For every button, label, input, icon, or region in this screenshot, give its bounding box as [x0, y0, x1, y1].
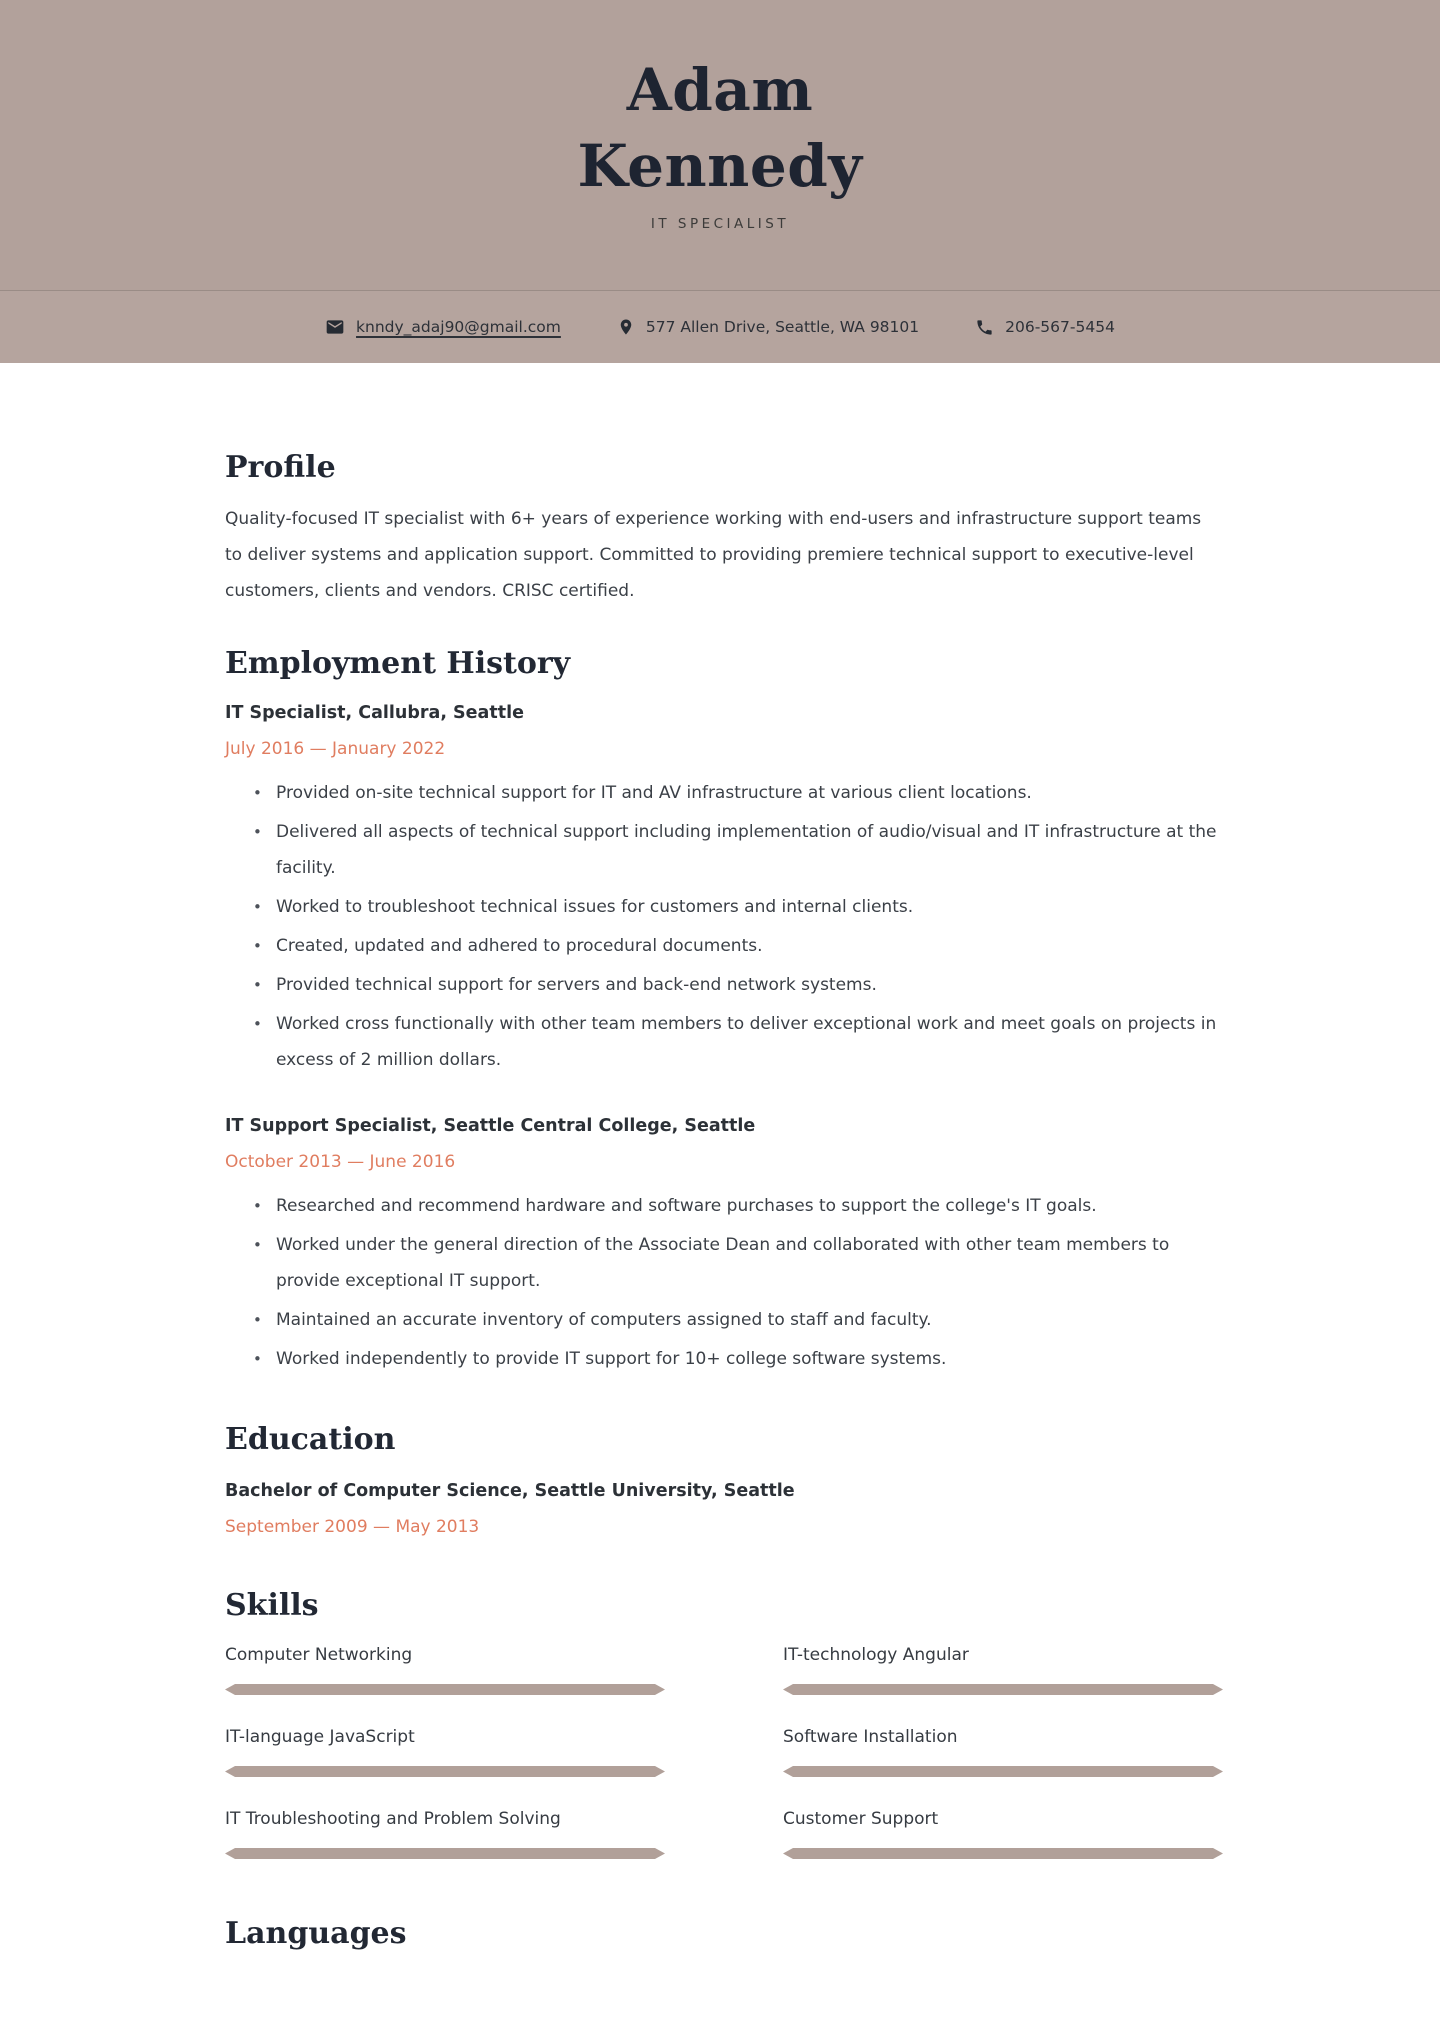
job-entry: [225, 701, 1223, 1078]
section-skills: [225, 1587, 1223, 1859]
candidate-first-name: Adam: [626, 56, 814, 124]
job-bullet-list: [225, 1188, 1223, 1377]
profile-heading: Profile: [225, 450, 336, 485]
job-bullet: • Worked to troubleshoot technical issues for customers and internal clients.: [225, 889, 1223, 925]
skill-item: [783, 1643, 1223, 1695]
skill-label: IT-technology Angular: [783, 1645, 969, 1665]
education-heading: Education: [225, 1422, 396, 1457]
education-degree: Bachelor of Computer Science, Seattle University, Seattle: [225, 1481, 795, 1501]
section-languages: [225, 1915, 1223, 1953]
job-bullet: • Provided technical support for servers and back-end network systems.: [225, 967, 1223, 1003]
job-bullet: • Provided on-site technical support for IT and AV infrastructure at various client locations.: [225, 775, 1223, 811]
contact-bar: [0, 290, 1440, 363]
job-title: IT Support Specialist, Seattle Central College, Seattle: [225, 1116, 756, 1136]
job-bullet: • Worked under the general direction of the Associate Dean and collaborated with other team members to provide exceptional IT support.: [225, 1227, 1223, 1299]
job-bullet: • Maintained an accurate inventory of computers assigned to staff and faculty.: [225, 1302, 1223, 1338]
skill-label: IT Troubleshooting and Problem Solving: [225, 1809, 561, 1829]
skill-label: IT-language JavaScript: [225, 1727, 415, 1747]
skill-item: [783, 1807, 1223, 1859]
address-text: 577 Allen Drive, Seattle, WA 98101: [645, 318, 920, 336]
candidate-last-name: Kennedy: [577, 132, 863, 200]
job-bullet: • Created, updated and adhered to procedural documents.: [225, 928, 1223, 964]
job-bullet: • Researched and recommend hardware and software purchases to support the college's IT goals.: [225, 1188, 1223, 1224]
job-bullet: • Worked independently to provide IT support for 10+ college software systems.: [225, 1341, 1223, 1377]
location-pin-icon: [617, 317, 635, 337]
section-profile: [225, 449, 1223, 609]
skill-level-bar: [783, 1684, 1223, 1695]
skill-item: [225, 1643, 665, 1695]
job-dates: July 2016 — January 2022: [225, 739, 446, 759]
profile-text: Quality-focused IT specialist with 6+ years of experience working with end-users and infrastructure support teams to deliver systems and application support. Committed to providing premiere technical support to executive-level customers, clients and vendors. CRISC certified.: [225, 509, 1202, 601]
section-education: [225, 1421, 1223, 1539]
contact-phone: [975, 318, 1115, 337]
skill-level-bar: [225, 1684, 665, 1695]
skill-item: [225, 1725, 665, 1777]
skill-label: Customer Support: [783, 1809, 939, 1829]
skill-item: [225, 1807, 665, 1859]
job-title: IT Specialist, Callubra, Seattle: [225, 703, 524, 723]
education-dates: September 2009 — May 2013: [225, 1517, 480, 1537]
section-employment-history: [225, 645, 1223, 1377]
skill-label: Computer Networking: [225, 1645, 413, 1665]
skill-label: Software Installation: [783, 1727, 958, 1747]
envelope-icon: [325, 317, 345, 337]
skill-level-bar: [783, 1848, 1223, 1859]
candidate-job-title: IT SPECIALIST: [650, 216, 790, 232]
email-link[interactable]: knndy_adaj90@gmail.com: [356, 318, 561, 336]
skill-item: [783, 1725, 1223, 1777]
resume-body: [0, 449, 1440, 1953]
resume-header: [0, 0, 1440, 290]
job-bullet: • Worked cross functionally with other team members to deliver exceptional work and meet goals on projects in excess of 2 million dollars.: [225, 1006, 1223, 1078]
contact-email: [325, 317, 561, 337]
skills-grid: [225, 1643, 1223, 1859]
phone-text: 206-567-5454: [1005, 318, 1115, 336]
skill-level-bar: [783, 1766, 1223, 1777]
phone-icon: [975, 318, 994, 337]
contact-address: [617, 317, 919, 337]
skill-level-bar: [225, 1766, 665, 1777]
employment-heading: Employment History: [225, 646, 571, 681]
skill-level-bar: [225, 1848, 665, 1859]
skills-heading: Skills: [225, 1588, 319, 1623]
candidate-name: [0, 52, 1440, 204]
job-entry: [225, 1114, 1223, 1377]
job-bullet-list: [225, 775, 1223, 1078]
job-dates: October 2013 — June 2016: [225, 1152, 456, 1172]
languages-heading: Languages: [225, 1916, 407, 1951]
job-bullet: • Delivered all aspects of technical support including implementation of audio/visual and IT infrastructure at the facility.: [225, 814, 1223, 886]
